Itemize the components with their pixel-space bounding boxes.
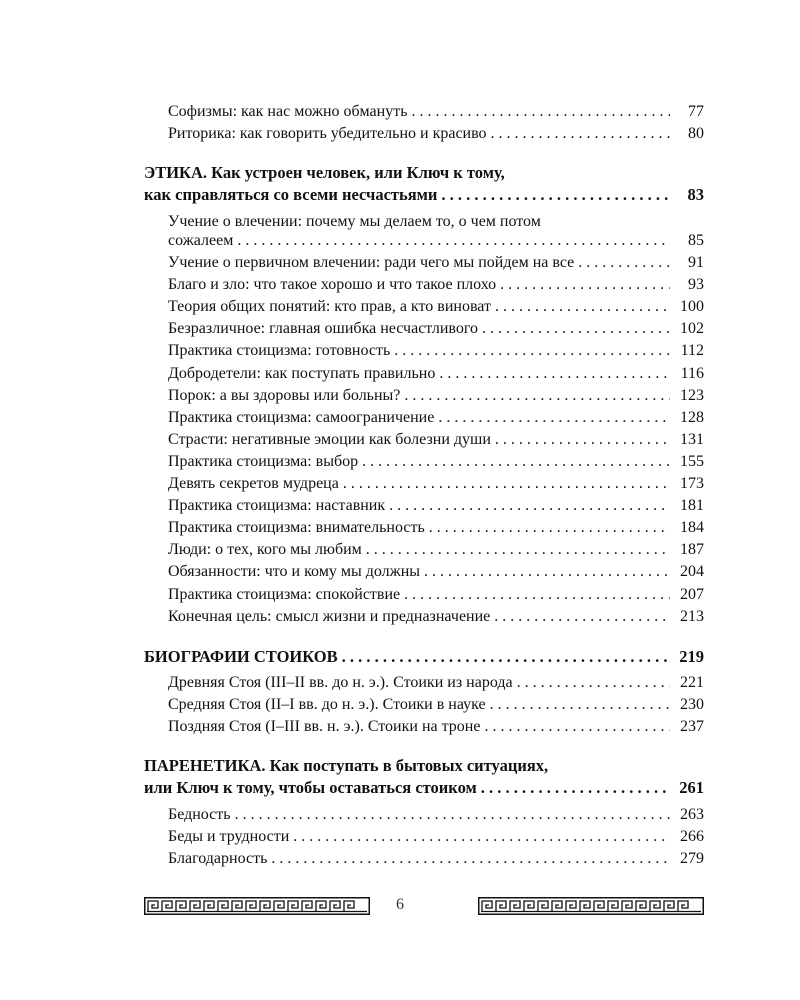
dot-leader — [342, 646, 670, 668]
toc-entry-page: 207 — [680, 585, 704, 603]
toc-entry — [168, 517, 704, 539]
section-page: 83 — [687, 185, 704, 204]
toc-entry-title: Обязанности: что и кому мы должны — [168, 563, 421, 581]
toc-entry-title: Практика стоицизма: выбор — [168, 452, 359, 470]
toc-entry — [168, 340, 704, 362]
toc-entry — [168, 694, 704, 716]
toc-entry-title: Поздняя Стоя (I–III вв. н. э.). Стоики на троне — [168, 718, 481, 735]
toc-entry-title: Средняя Стоя (II–I вв. до н. э.). Стоики в науке — [168, 696, 486, 713]
dot-leader — [424, 561, 670, 583]
toc-entry — [168, 826, 704, 848]
toc-entry-page: 102 — [680, 320, 704, 338]
dot-leader — [482, 318, 670, 340]
dot-leader — [404, 584, 670, 606]
toc-entry-title: Благо и зло: что такое хорошо и что такое плохо — [168, 276, 497, 294]
toc-entry-page: 230 — [680, 696, 704, 713]
toc-entry-page: 93 — [688, 276, 704, 294]
dot-leader — [404, 385, 670, 407]
toc-entry-page: 123 — [680, 386, 704, 404]
greek-key-ornament-left — [144, 897, 370, 915]
toc-entry — [168, 296, 704, 318]
dot-leader — [578, 252, 670, 274]
section-heading-parenetics — [144, 777, 704, 799]
toc-entry-title: Практика стоицизма: самоограничение — [168, 408, 435, 426]
toc-entry — [168, 252, 704, 274]
toc-entry-title: Софизмы: как нас можно обмануть — [168, 103, 408, 120]
toc-entry — [168, 584, 704, 606]
dot-leader — [394, 340, 670, 362]
toc-entry — [168, 363, 704, 385]
dot-leader — [293, 826, 670, 848]
dot-leader — [235, 804, 670, 826]
toc-entry-page: 80 — [688, 125, 704, 142]
toc-entry-page: 204 — [680, 563, 704, 581]
section-heading-biographies — [144, 646, 704, 668]
toc-entry-title-line1: Учение о влечении: почему мы делаем то, о чем потом — [168, 213, 541, 230]
toc-entry — [168, 274, 704, 296]
toc-entry-page: 221 — [680, 674, 704, 691]
toc-entry-title: Риторика: как говорить убедительно и красиво — [168, 125, 487, 142]
toc-entry — [168, 429, 704, 451]
dot-leader — [271, 848, 670, 870]
toc-entry-title: Практика стоицизма: спокойствие — [168, 585, 401, 603]
toc-entry-page: 173 — [680, 475, 704, 492]
section-page: 219 — [679, 647, 704, 666]
toc-entry — [168, 539, 704, 561]
dot-leader — [411, 101, 670, 123]
toc-entry-page: 213 — [680, 607, 704, 625]
toc-entry-page: 100 — [680, 298, 704, 316]
dot-leader — [343, 473, 670, 495]
dot-leader — [439, 363, 670, 385]
dot-leader — [484, 716, 670, 738]
toc-entry-page: 85 — [688, 232, 704, 249]
toc-entry — [168, 804, 704, 826]
page-number: 6 — [396, 896, 404, 913]
toc-entry-page: 112 — [680, 342, 704, 360]
section-heading-parenetics-line1: ПАРЕНЕТИКА. Как поступать в бытовых ситуациях, — [144, 756, 549, 775]
dot-leader — [481, 777, 670, 799]
toc-entry-title: сожалеем — [168, 232, 234, 249]
dot-leader — [495, 429, 670, 451]
dot-leader — [517, 672, 670, 694]
toc-entry-page: 91 — [688, 254, 704, 271]
toc-entry — [168, 407, 704, 429]
dot-leader — [495, 296, 670, 318]
toc-entry-title: Люди: о тех, кого мы любим — [168, 541, 362, 559]
toc-entry-title: Девять секретов мудреца — [168, 475, 339, 492]
toc-entry-title: Практика стоицизма: наставник — [168, 497, 386, 515]
toc-entry — [168, 672, 704, 694]
toc-entry-page: 263 — [680, 806, 704, 823]
toc-entry-page: 181 — [680, 497, 704, 515]
toc-entry-page: 128 — [680, 408, 704, 426]
toc-entry-title: Страсти: негативные эмоции как болезни души — [168, 430, 491, 448]
toc-entry — [168, 495, 704, 517]
toc-entry-page: 279 — [680, 850, 704, 867]
dot-leader — [494, 606, 670, 628]
toc-entry-page: 184 — [680, 519, 704, 537]
toc-entry-title: Порок: а вы здоровы или больны? — [168, 386, 401, 404]
toc-entry-title: Благодарность — [168, 850, 268, 867]
dot-leader — [441, 184, 670, 206]
toc-entry-title: Учение о первичном влечении: ради чего мы пойдем на все — [168, 254, 575, 271]
toc-entry-title: Теория общих понятий: кто прав, а кто виноват — [168, 298, 491, 316]
greek-key-ornament-right — [478, 897, 704, 915]
toc-entry-title: Безразличное: главная ошибка несчастливого — [168, 320, 479, 338]
toc-entry-page: 77 — [688, 103, 704, 120]
dot-leader — [438, 407, 670, 429]
toc-entry-title: Добродетели: как поступать правильно — [168, 364, 436, 382]
toc-entry — [168, 451, 704, 473]
toc-entry — [168, 606, 704, 628]
toc-entry-page: 266 — [680, 828, 704, 845]
dot-leader — [362, 451, 670, 473]
toc-entry-title: Практика стоицизма: внимательность — [168, 519, 425, 537]
section-title: как справляться со всеми несчастьями — [144, 185, 438, 204]
dot-leader — [366, 539, 670, 561]
toc-entry — [168, 123, 704, 145]
dot-leader — [237, 230, 670, 252]
toc-entry — [168, 473, 704, 495]
toc-entry — [168, 385, 704, 407]
toc-entry-page: 187 — [680, 541, 704, 559]
section-title: БИОГРАФИИ СТОИКОВ — [144, 647, 338, 666]
dot-leader — [491, 123, 670, 145]
toc-entry-page: 116 — [680, 364, 704, 382]
toc-entry-title: Беды и трудности — [168, 828, 290, 845]
section-heading-ethics — [144, 184, 704, 206]
toc-entry-title: Бедность — [168, 806, 231, 823]
dot-leader — [389, 495, 670, 517]
section-heading-ethics-line1: ЭТИКА. Как устроен человек, или Ключ к тому, — [144, 163, 505, 182]
toc-entry-title: Конечная цель: смысл жизни и предназначение — [168, 607, 491, 625]
toc-entry-title: Практика стоицизма: готовность — [168, 342, 391, 360]
toc-entry — [168, 716, 704, 738]
section-title: или Ключ к тому, чтобы оставаться стоиком — [144, 778, 477, 797]
dot-leader — [429, 517, 670, 539]
toc-entry — [168, 561, 704, 583]
toc-entry-page: 131 — [680, 430, 704, 448]
toc-entry-page: 155 — [680, 452, 704, 470]
dot-leader — [490, 694, 670, 716]
toc-entry — [168, 848, 704, 870]
toc-entry-page: 237 — [680, 718, 704, 735]
section-page: 261 — [679, 778, 704, 797]
toc-entry — [168, 230, 704, 252]
toc-entry — [168, 101, 704, 123]
toc-entry-title: Древняя Стоя (III–II вв. до н. э.). Стоики из народа — [168, 674, 513, 691]
dot-leader — [500, 274, 670, 296]
toc-entry — [168, 318, 704, 340]
